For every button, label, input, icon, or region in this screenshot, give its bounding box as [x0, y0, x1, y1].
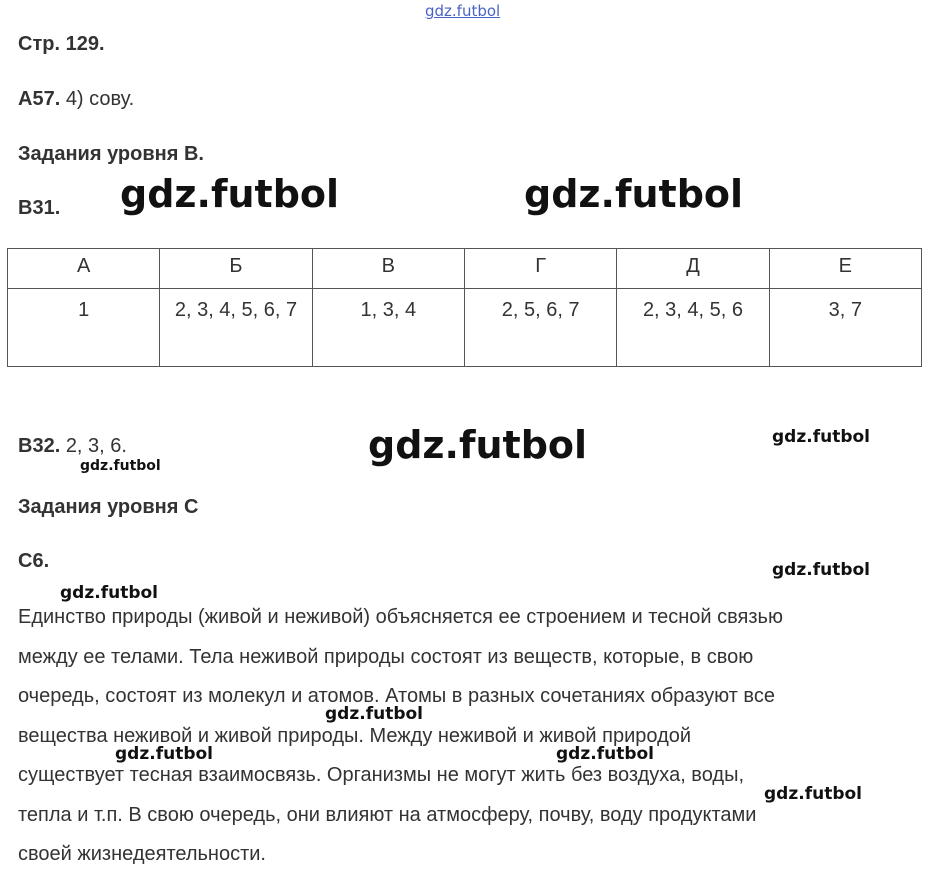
b32-answer-text: 2, 3, 6.: [65, 435, 127, 457]
page-reference: Стр. 129.: [18, 33, 105, 55]
paragraph-line: между ее телами. Тела неживой природы состоят из веществ, которые, в свою: [18, 645, 754, 668]
watermark-small-2: gdz.futbol: [80, 458, 161, 474]
table-header-cell: А: [8, 249, 160, 289]
paragraph-line: Единство природы (живой и неживой) объясняется ее строением и тесной связью: [18, 606, 783, 628]
paragraph-line: тепла и т.п. В свою очередь, они влияют на атмосферу, почву, воду продуктами: [18, 803, 757, 826]
table-header-cell: Б: [160, 249, 312, 289]
b32-answer: [18, 435, 127, 458]
table-cell: 2, 5, 6, 7: [464, 289, 616, 367]
table-cell: 3, 7: [769, 289, 921, 367]
watermark-large-2: gdz.futbol: [524, 172, 744, 216]
watermark-small-1: gdz.futbol: [772, 427, 870, 447]
a57-label: А57.: [18, 88, 61, 110]
watermark-small-3: gdz.futbol: [772, 560, 870, 580]
c6-answer-paragraph: [18, 598, 918, 875]
paragraph-line: вещества неживой и живой природы. Между неживой и живой природой: [18, 724, 692, 747]
watermark-top[interactable]: gdz.futbol: [425, 2, 501, 20]
paragraph-line: очередь, состоят из молекул и атомов. Атомы в разных сочетаниях образуют все: [18, 685, 775, 707]
watermark-large-3: gdz.futbol: [368, 423, 588, 467]
watermark-small-4: gdz.futbol: [60, 583, 158, 603]
table-cell: 2, 3, 4, 5, 6, 7: [160, 289, 312, 367]
a57-answer: [18, 88, 134, 111]
paragraph-line: существует тесная взаимосвязь. Организмы не могут жить без воздуха, воды,: [18, 764, 744, 786]
b31-label: В31.: [18, 197, 61, 219]
level-b-heading: Задания уровня В.: [18, 143, 204, 165]
watermark-small-6: gdz.futbol: [115, 744, 213, 764]
table-header-cell: В: [312, 249, 464, 289]
table-cell: 1, 3, 4: [312, 289, 464, 367]
watermark-large-1: gdz.futbol: [120, 172, 340, 216]
table-header-cell: Д: [617, 249, 769, 289]
b32-label: В32.: [18, 435, 61, 457]
watermark-small-7: gdz.futbol: [556, 744, 654, 764]
a57-answer-text: 4) сову.: [65, 88, 135, 110]
table-cell: 2, 3, 4, 5, 6: [617, 289, 769, 367]
table-row: [8, 289, 922, 367]
table-header-cell: Е: [769, 249, 921, 289]
paragraph-line: своей жизнедеятельности.: [18, 843, 266, 865]
level-c-heading: Задания уровня С: [18, 496, 199, 518]
c6-label: С6.: [18, 550, 50, 572]
table-header-row: [8, 249, 922, 289]
watermark-small-5: gdz.futbol: [325, 704, 423, 724]
b31-answer-table: [7, 248, 922, 367]
table-header-cell: Г: [464, 249, 616, 289]
watermark-small-8: gdz.futbol: [764, 784, 862, 804]
table-cell: 1: [8, 289, 160, 367]
